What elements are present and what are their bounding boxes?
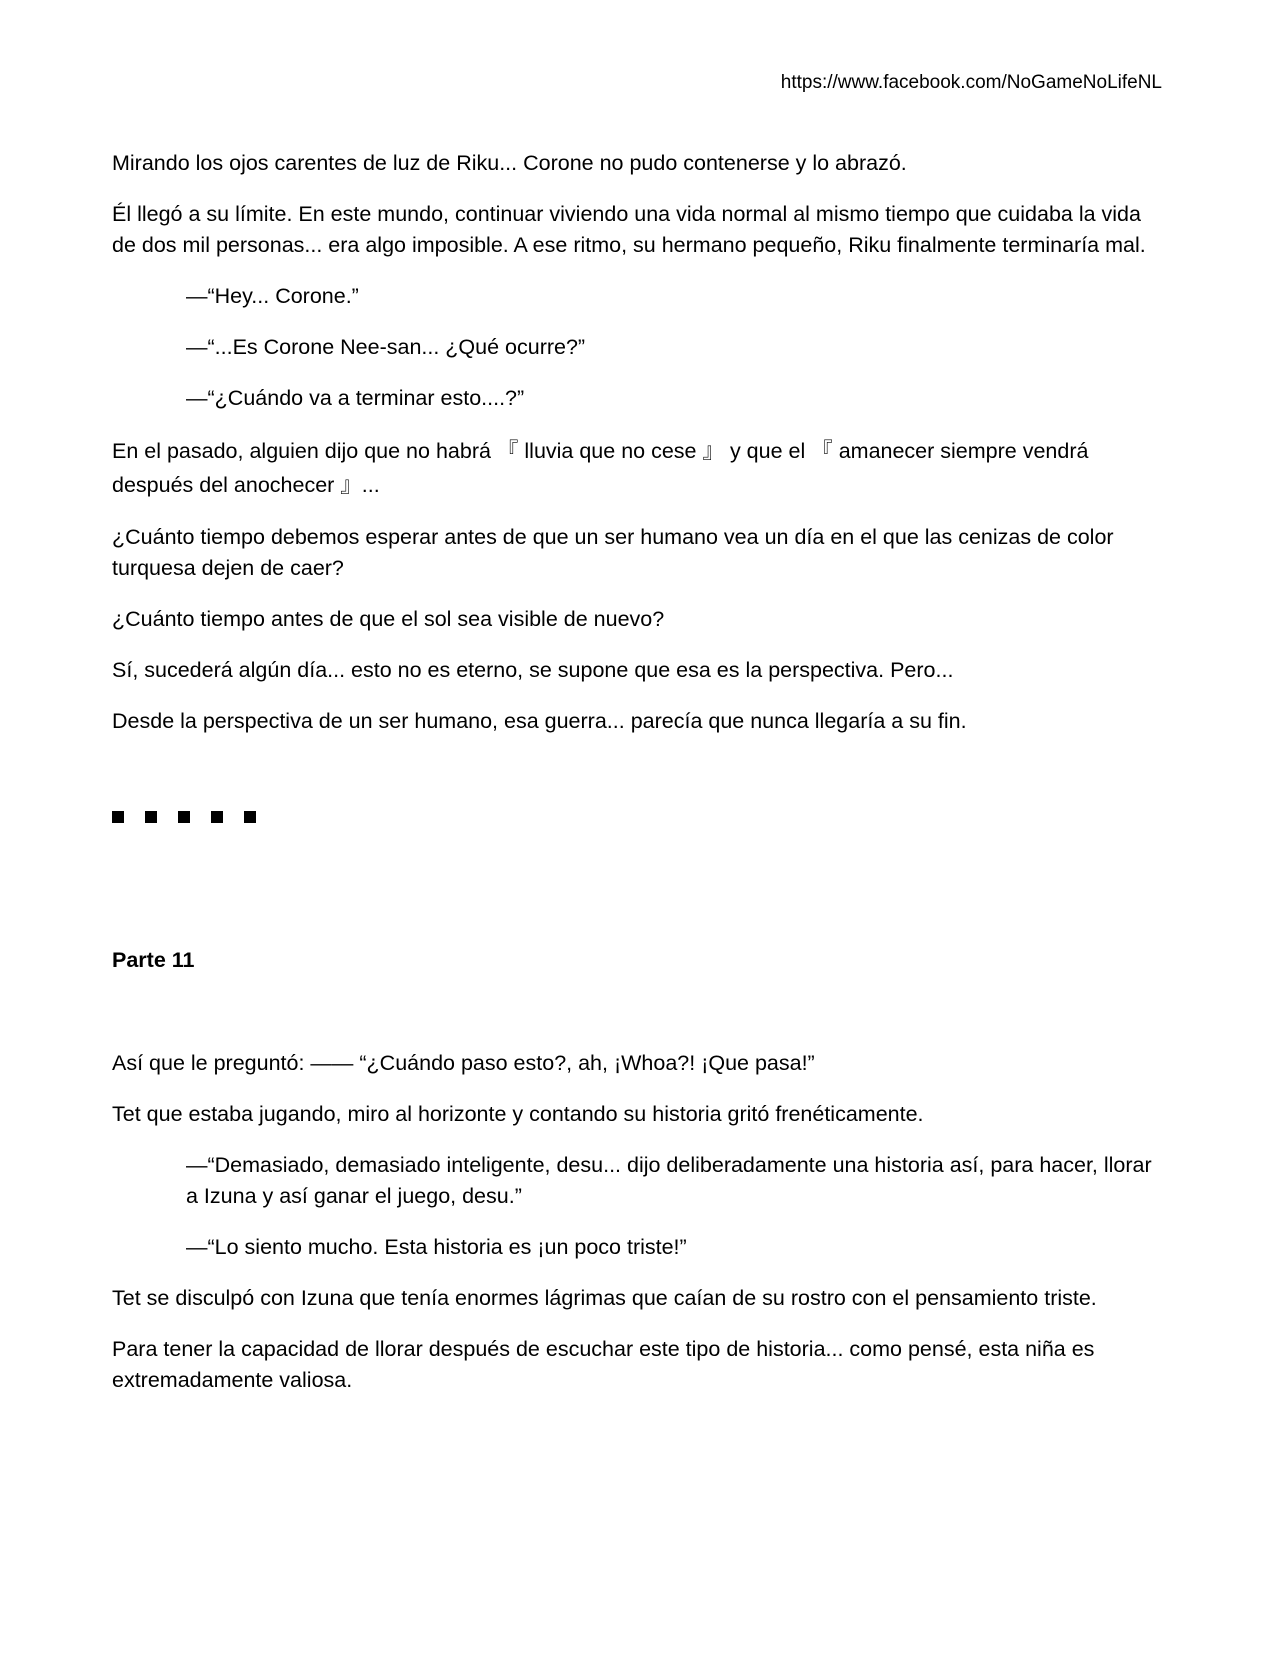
dialogue-line: —“¿Cuándo va a terminar esto....?” <box>186 386 525 410</box>
paragraph: ¿Cuánto tiempo debemos esperar antes de que un ser humano vea un día en el que las cenizas de color turquesa dejen de caer? <box>112 525 1114 580</box>
section-title: Parte 11 <box>112 948 195 972</box>
separator-square-icon <box>244 811 256 823</box>
paragraph: Desde la perspectiva de un ser humano, esa guerra... parecía que nunca llegaría a su fin. <box>112 709 967 733</box>
separator-square-icon <box>178 811 190 823</box>
separator-square-icon <box>145 811 157 823</box>
separator-square-icon <box>211 811 223 823</box>
section-separator <box>112 811 1166 823</box>
dialogue-line: —“Hey... Corone.” <box>186 284 359 308</box>
document-body <box>112 148 1166 1416</box>
separator-square-icon <box>112 811 124 823</box>
dialogue-line: —“...Es Corone Nee-san... ¿Qué ocurre?” <box>186 335 586 359</box>
paragraph: Para tener la capacidad de llorar después de escuchar este tipo de historia... como pensé, esta niña es extremadamente valiosa. <box>112 1337 1095 1392</box>
paragraph: Sí, sucederá algún día... esto no es eterno, se supone que esa es la perspectiva. Pero... <box>112 658 954 682</box>
paragraph: Mirando los ojos carentes de luz de Riku... Corone no pudo contenerse y lo abrazó. <box>112 151 907 175</box>
paragraph: En el pasado, alguien dijo que no habrá 『 lluvia que no cese 』 y que el 『 amanecer siempre vendrá después del anochecer 』... <box>112 439 1089 497</box>
dialogue-line: —“Demasiado, demasiado inteligente, desu... dijo deliberadamente una historia así, para hacer, llorar a Izuna y así ganar el juego, desu.” <box>186 1153 1152 1208</box>
dialogue-line: —“Lo siento mucho. Esta historia es ¡un poco triste!” <box>186 1235 687 1259</box>
paragraph: ¿Cuánto tiempo antes de que el sol sea visible de nuevo? <box>112 607 665 631</box>
paragraph: Él llegó a su límite. En este mundo, continuar viviendo una vida normal al mismo tiempo que cuidaba la vida de dos mil personas... era algo imposible. A ese ritmo, su hermano pequeño, Riku finalmente terminaría mal. <box>112 202 1146 257</box>
paragraph: Tet se disculpó con Izuna que tenía enormes lágrimas que caían de su rostro con el pensamiento triste. <box>112 1286 1097 1310</box>
paragraph: Tet que estaba jugando, miro al horizonte y contando su historia gritó frenéticamente. <box>112 1102 924 1126</box>
header-url: https://www.facebook.com/NoGameNoLifeNL <box>780 72 1162 93</box>
paragraph: Así que le preguntó: —— “¿Cuándo paso esto?, ah, ¡Whoa?! ¡Que pasa!” <box>112 1051 815 1075</box>
